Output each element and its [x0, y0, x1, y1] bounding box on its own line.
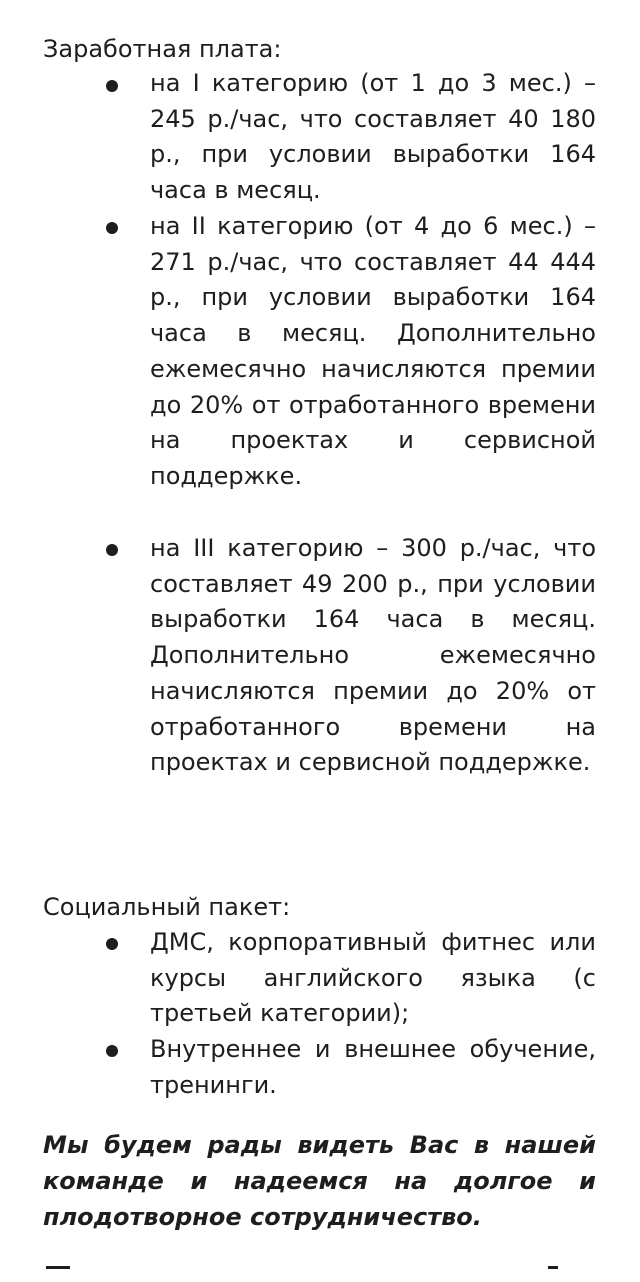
- salary-item-category-2: на II категорию (от 4 до 6 мес.) –271 р./час, что составляет 44 444 р., при условии выработки 164 часа в месяц. Дополнительно ежемесячно начисляются премии до 20% от отработанного времени на проектах и сервисной поддержке.: [150, 212, 596, 490]
- bullet-icon: [106, 222, 118, 234]
- benefits-item-training: Внутреннее и внешнее обучение, тренинги.: [150, 1035, 596, 1099]
- bullet-icon: [106, 544, 118, 556]
- bullet-icon: [106, 80, 118, 92]
- salary-item-category-3: на III категорию – 300 р./час, что составляет 49 200 р., при условии выработки 164 часа в месяц. Дополнительно ежемесячно начисляются премии до 20% от отработанного времени на проектах и сервисной поддержке.: [150, 534, 596, 777]
- salary-heading: Заработная плата:: [43, 35, 282, 63]
- cut-off-next-line: [43, 1262, 596, 1282]
- benefits-heading: Социальный пакет:: [43, 893, 291, 921]
- bullet-icon: [106, 1045, 118, 1057]
- closing-statement: Мы будем рады видеть Вас в нашей команде и надеемся на долгое и плодотворное сотрудничество.: [43, 1131, 596, 1231]
- benefits-item-dms: ДМС, корпоративный фитнес или курсы английского языка (с третьей категории);: [150, 928, 596, 1028]
- salary-item-category-1: на I категорию (от 1 до 3 мес.) –245 р./час, что составляет 40 180 р., при условии выработки 164 часа в месяц.: [150, 69, 596, 205]
- bullet-icon: [106, 938, 118, 950]
